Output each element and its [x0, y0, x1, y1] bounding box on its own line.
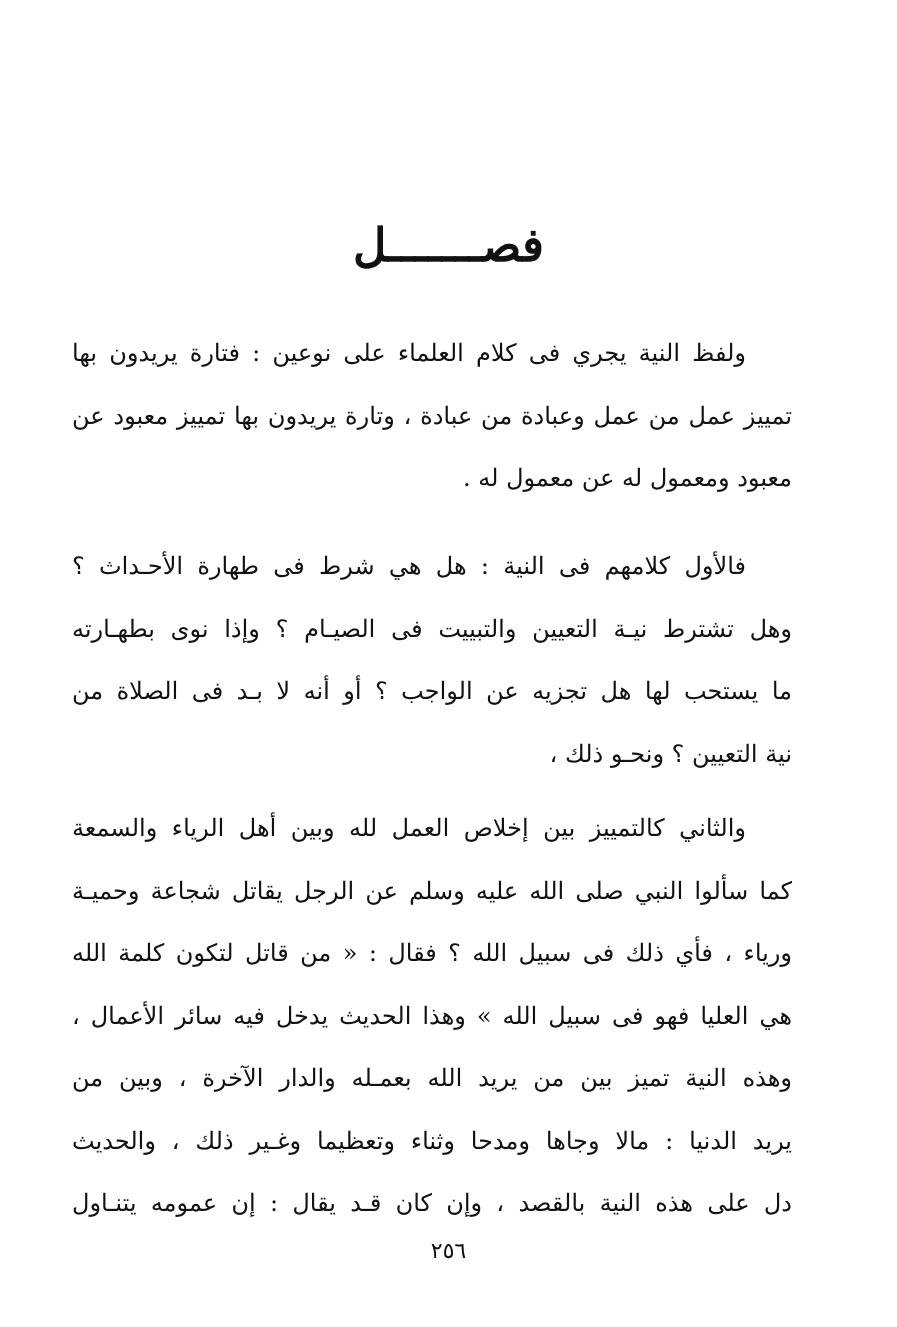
text-line: هي العليا فهو فى سبيل الله » وهذا الحديث يدخل فيه سائر الأعمال ،: [72, 1001, 792, 1030]
paragraph-3: [72, 797, 792, 1235]
text-line: ما يستحب لها هل تجزيه عن الواجب ؟ أو أنه لا بـد فى الصلاة من: [72, 677, 792, 705]
text-line: يريد الدنيا : مالا وجاها ومدحا وثناء وتعظيما وغـير ذلك ، والحديث: [72, 1126, 792, 1155]
text-line: نية التعيين ؟ ونحـو ذلك ،: [549, 739, 792, 768]
text-line: وهل تشترط نيـة التعيين والتبييت فى الصيـام ؟ وإذا نوى بطهـارته: [72, 614, 792, 643]
text-line: ورياء ، فأي ذلك فى سبيل الله ؟ فقال : « من قاتل لتكون كلمة الله: [72, 939, 792, 967]
section-heading: فصـــــــل: [352, 218, 545, 272]
text-line: كما سألوا النبي صلى الله عليه وسلم عن الرجل يقاتل شجاعة وحميـة: [72, 876, 792, 905]
text-line: دل على هذه النية بالقصد ، وإن كان قـد يقال : إن عمومه يتنـاول: [72, 1189, 792, 1217]
text-line: ولفظ النية يجري فى كلام العلماء على نوعين : فتارة يريدون بها: [72, 339, 746, 367]
text-line: تمييز عمل من عمل وعبادة من عبادة ، وتارة يريدون بها تمييز معبود عن: [72, 401, 793, 430]
paragraph-1: [72, 322, 792, 510]
text-line: وهذه النية تميز بين من يريد الله بعمـله والدار الآخرة ، وبين من: [72, 1064, 792, 1092]
text-line: والثاني كالتمييز بين إخلاص العمل لله وبين أهل الرياء والسمعة: [72, 814, 746, 842]
text-line: معبود ومعمول له عن معمول له .: [463, 464, 792, 492]
text-line: فالأول كلامهم فى النية : هل هي شرط فى طهارة الأحـداث ؟: [72, 552, 746, 580]
page-number: ٢٥٦: [430, 1239, 467, 1264]
paragraph-2: [72, 535, 792, 785]
